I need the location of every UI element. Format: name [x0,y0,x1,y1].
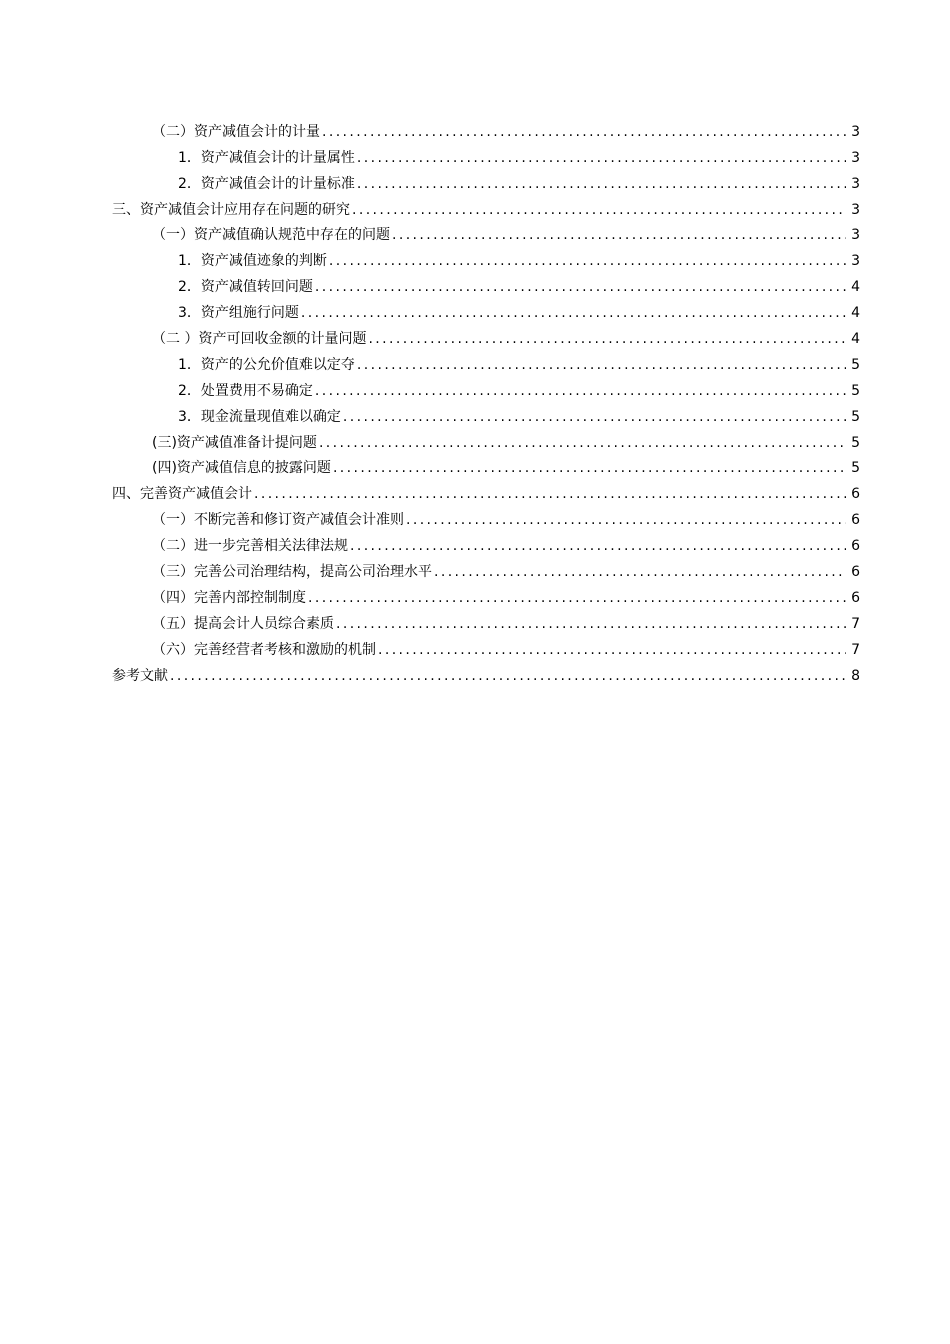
toc-entry-page-number: 3 [851,123,860,140]
toc-dot-leader [170,667,846,685]
toc-entry-page-number: 6 [851,512,860,529]
toc-entry-page-number: 5 [851,382,860,399]
toc-entry[interactable] [112,374,860,400]
toc-entry[interactable] [112,503,860,529]
toc-dot-leader [392,226,846,244]
toc-entry-title: 3．资产组施行问题 [178,305,299,322]
toc-entry-page-number: 5 [851,356,860,373]
toc-entry-page-number: 7 [851,615,860,632]
toc-entry[interactable] [112,633,860,659]
toc-entry[interactable] [112,400,860,426]
toc-entry[interactable] [112,555,860,581]
toc-entry-page-number: 6 [851,589,860,606]
toc-entry-page-number: 6 [851,486,860,503]
toc-dot-leader [336,615,846,633]
toc-entry-title: 四、完善资产减值会计 [112,486,252,503]
toc-dot-leader [301,304,846,322]
toc-entry[interactable] [112,322,860,348]
toc-entry-page-number: 3 [851,149,860,166]
toc-entry-title: （六）完善经营者考核和激励的机制 [152,641,376,658]
table-of-contents [112,115,860,685]
toc-entry-title: 参考文献 [112,667,168,684]
toc-entry[interactable] [112,529,860,555]
toc-entry-page-number: 3 [851,201,860,218]
toc-entry[interactable] [112,296,860,322]
toc-entry[interactable] [112,659,860,685]
toc-entry[interactable] [112,270,860,296]
toc-entry[interactable] [112,219,860,245]
toc-entry-page-number: 5 [851,460,860,477]
toc-entry-title: 1．资产减值会计的计量属性 [178,149,355,166]
toc-dot-leader [352,201,846,219]
toc-entry-page-number: 4 [851,305,860,322]
toc-dot-leader [329,252,846,270]
toc-dot-leader [357,356,846,374]
toc-entry[interactable] [112,426,860,452]
toc-entry-page-number: 6 [851,538,860,555]
toc-entry-title: （五）提高会计人员综合素质 [152,615,334,632]
toc-entry-page-number: 3 [851,253,860,270]
toc-entry-title: （三）完善公司治理结构，提高公司治理水平 [152,564,432,581]
toc-dot-leader [378,641,846,659]
toc-entry-title: （一）资产减值确认规范中存在的问题 [152,227,390,244]
toc-dot-leader [322,123,846,141]
toc-entry[interactable] [112,452,860,478]
toc-entry-title: 三、资产减值会计应用存在问题的研究 [112,201,350,218]
toc-dot-leader [254,485,846,503]
toc-entry-title: (三)资产减值准备计提问题 [152,434,317,451]
toc-entry[interactable] [112,193,860,219]
toc-entry-page-number: 5 [851,408,860,425]
toc-entry-page-number: 7 [851,641,860,658]
toc-entry-page-number: 6 [851,564,860,581]
toc-dot-leader [315,278,846,296]
toc-entry-page-number: 5 [851,434,860,451]
toc-entry[interactable] [112,244,860,270]
toc-dot-leader [319,434,846,452]
toc-entry-page-number: 3 [851,227,860,244]
toc-entry-title: 3．现金流量现值难以确定 [178,408,341,425]
toc-entry[interactable] [112,167,860,193]
toc-entry[interactable] [112,581,860,607]
toc-entry-page-number: 3 [851,175,860,192]
toc-entry-title: 2．资产减值会计的计量标准 [178,175,355,192]
toc-entry-title: 1．资产减值迹象的判断 [178,253,327,270]
toc-dot-leader [343,408,846,426]
toc-entry-page-number: 4 [851,331,860,348]
toc-dot-leader [357,175,846,193]
toc-dot-leader [406,511,846,529]
toc-entry[interactable] [112,348,860,374]
toc-entry-title: （二）资产减值会计的计量 [152,123,320,140]
toc-dot-leader [350,537,846,555]
toc-dot-leader [368,330,846,348]
toc-dot-leader [357,149,846,167]
toc-entry[interactable] [112,477,860,503]
toc-entry-title: 2．处置费用不易确定 [178,382,313,399]
toc-entry-title: （一）不断完善和修订资产减值会计准则 [152,512,404,529]
toc-dot-leader [308,589,846,607]
toc-entry[interactable] [112,607,860,633]
toc-entry-title: 1．资产的公允价值难以定夺 [178,356,355,373]
toc-entry-page-number: 8 [851,667,860,684]
toc-entry-title: (四)资产减值信息的披露问题 [152,460,331,477]
toc-dot-leader [434,563,846,581]
toc-entry-title: 2．资产减值转回问题 [178,279,313,296]
toc-entry[interactable] [112,115,860,141]
toc-dot-leader [333,459,846,477]
toc-entry-title: （二）进一步完善相关法律法规 [152,538,348,555]
toc-entry[interactable] [112,141,860,167]
toc-entry-page-number: 4 [851,279,860,296]
toc-dot-leader [315,382,846,400]
toc-entry-title: （四）完善内部控制制度 [152,589,306,606]
toc-entry-title: （二 ）资产可回收金额的计量问题 [152,331,367,348]
